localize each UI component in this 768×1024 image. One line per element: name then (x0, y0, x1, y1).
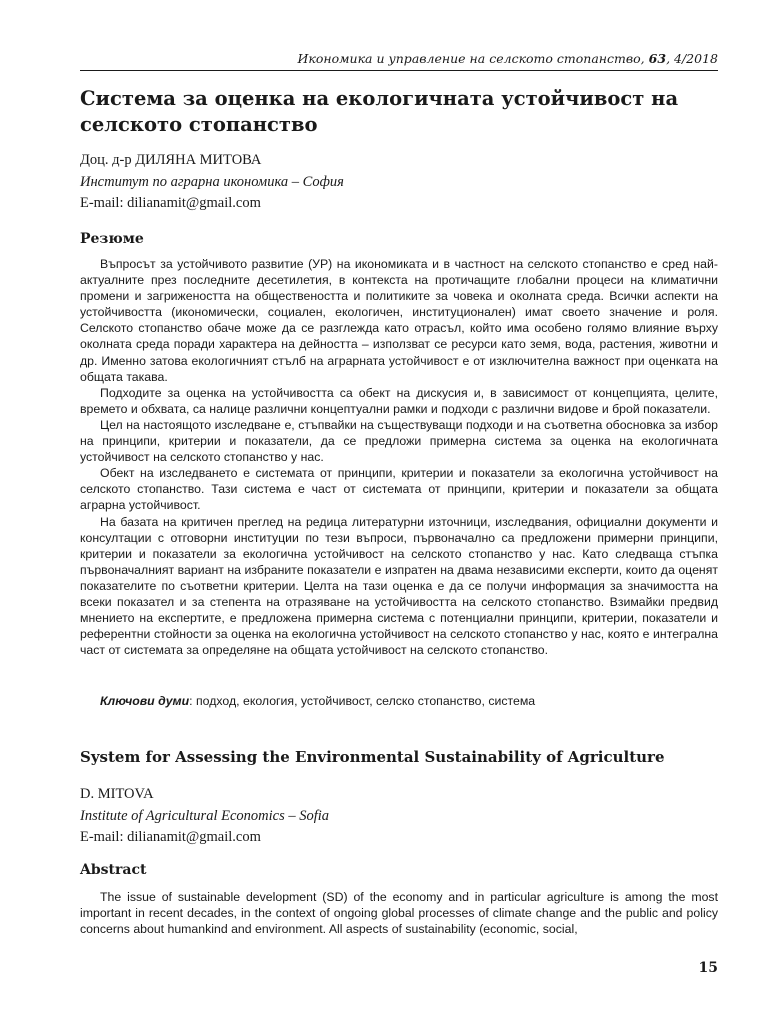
author-block-en (80, 784, 329, 849)
abstract-body-bg (80, 256, 718, 658)
abstract-paragraph: Обект на изследването е системата от принципи, критерии и показатели за екологична устойчивост на селското стопанство. Тази система е част от системата от принципи, критерии и показатели за общата аграрна устойчивост. (80, 466, 718, 513)
author-email-en: E-mail: dilianamit@gmail.com (80, 829, 261, 845)
journal-issue: , 4/2018 (666, 51, 718, 66)
journal-page (80, 0, 718, 1024)
abstract-paragraph: На базата на критичен преглед на редица литературни източници, изследвания, официални документи и консултации с отговорни институции по тези въпроси, първоначално са предложени примерни принципи, критерии и показатели за екологична устойчивост на селското стопанство у нас. Като следваща стъпка първоначалният вариант на избраните показатели е изпратен на двама независими експерти, които да оценят показателите по съответни критерии. Целта на тази оценка е да се получи информация за значимостта на всеки показател и за степента на отразяване на устойчивостта на селското стопанство. Взимайки предвид мнението на експертите, е предложена примерна система с потенциални принципи, критерии, показатели и референтни стойности за оценка на екологична устойчивост на селското стопанство у нас, която е интегрална част от системата за определяне на общата устойчивост на селското стопанство. (80, 514, 718, 658)
abstract-paragraph: Подходите за оценка на устойчивостта са обект на дискусия и, в зависимост от концепцията, целите, времето и обхвата, са налице различни концептуални рамки и подходи с различни видове и брой показатели. (80, 385, 718, 416)
author-affiliation-en: Institute of Agricultural Economics – Sofia (80, 807, 330, 824)
keywords-line (100, 693, 718, 709)
header-rule (80, 70, 718, 71)
journal-volume: 63 (648, 51, 667, 66)
keywords-label: Ключови думи (100, 694, 190, 708)
running-header (298, 51, 718, 66)
abstract-paragraph-en: The issue of sustainable development (SD) of the economy and in particular agriculture is among the most important in recent decades, in the context of ongoing global processes of climate change and the public and policy concerns about humankind and environment. All aspects of sustainability (economic, social, (80, 890, 718, 937)
journal-name: Икономика и управление на селското стопанство, (297, 51, 645, 66)
abstract-heading-bg: Резюме (80, 231, 144, 247)
author-email-bg: E-mail: dilianamit@gmail.com (80, 195, 261, 211)
abstract-paragraph: Цел на настоящото изследване е, стъпвайки на съществуващи подходи и на съответна обосновка за избор на принципи, критерии и показатели, да се предложи примерна система за оценка на екологичната устойчивост на селското стопанство у нас. (80, 417, 718, 465)
keywords-text: : подход, екология, устойчивост, селско стопанство, система (189, 694, 536, 708)
author-name-bg: Доц. д-р ДИЛЯНА МИТОВА (80, 152, 262, 168)
abstract-body-en (80, 889, 718, 937)
page-number: 15 (698, 960, 718, 976)
abstract-heading-en: Abstract (80, 862, 147, 878)
author-block-bg (80, 150, 344, 215)
article-title-bg: Система за оценка на екологичната устойчивост на селското стопанство (80, 87, 679, 136)
author-name-en: D. MITOVA (80, 786, 154, 802)
author-affiliation-bg: Институт по аграрна икономика – София (80, 173, 344, 190)
article-title-en: System for Assessing the Environmental Sustainability of Agriculture (80, 748, 665, 766)
abstract-paragraph: Въпросът за устойчивото развитие (УР) на икономиката и в частност на селското стопанство е сред най-актуалните през последните десетилетия, в контекста на протичащите глобални процеси на климатични промени и загрижеността на обществеността и политиките за човека и околната среда. Всички аспекти на устойчивостта (икономически, социален, екологичен, институционален) имат своето значение и роля. Селското стопанство обаче може да се разглежда като отрасъл, който има особено голямо влияние върху околната среда поради характера на дейността – използват се ресурси като земя, вода, растения, животни и др. Именно затова екологичният стълб на аграрната устойчивост е от изключителна важност при оценката на общата такава. (80, 257, 718, 384)
